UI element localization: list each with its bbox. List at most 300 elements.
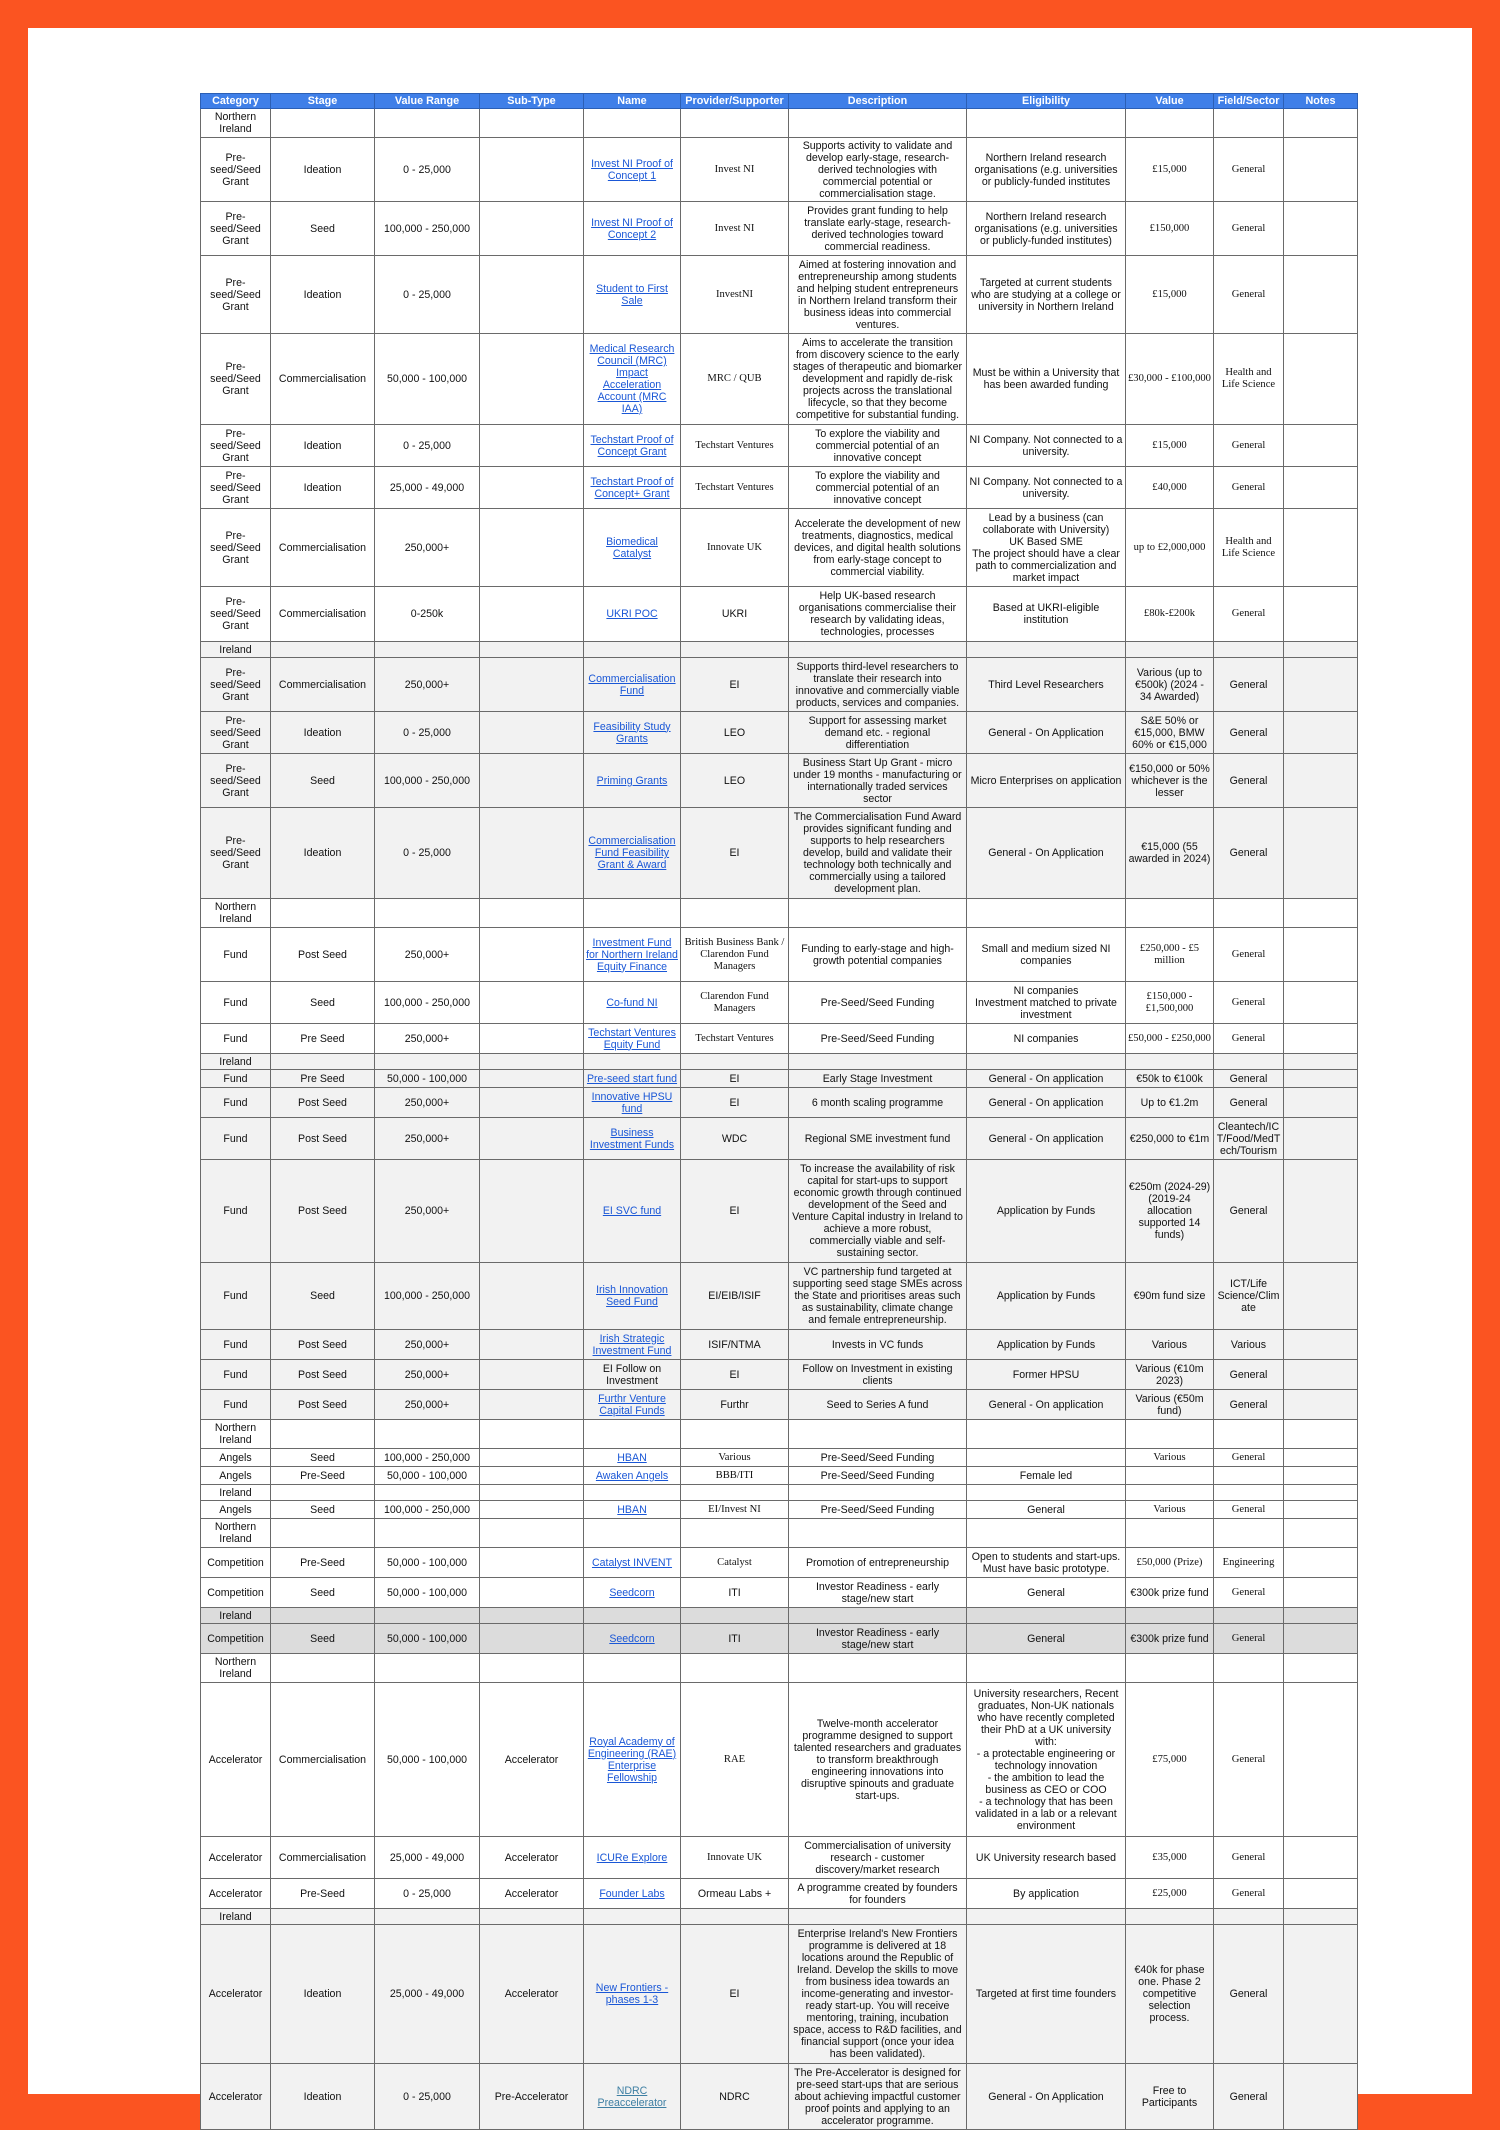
cell-eligibility: Open to students and start-ups. Must have basic prototype. (967, 1548, 1126, 1578)
cell-value: €15,000 (55 awarded in 2024) (1126, 808, 1214, 899)
cell-eligibility: Third Level Researchers (967, 658, 1126, 712)
cell-description: A programme created by founders for founders (789, 1879, 967, 1909)
cell-provider: Innovate UK (681, 1837, 789, 1879)
cell-stage: Pre Seed (271, 1024, 375, 1054)
empty-cell (1284, 1608, 1358, 1624)
program-link[interactable]: ICURe Explore (596, 1851, 668, 1864)
cell-description: Pre-Seed/Seed Funding (789, 1449, 967, 1467)
cell-value-range: 50,000 - 100,000 (375, 1578, 480, 1608)
cell-sub-type (480, 1578, 584, 1608)
cell-notes (1284, 658, 1358, 712)
cell-value: Various (1126, 1501, 1214, 1519)
empty-cell (584, 642, 681, 658)
empty-cell (271, 1519, 375, 1548)
cell-name (584, 1624, 681, 1654)
empty-cell (1126, 1654, 1214, 1683)
cell-value: £30,000 - £100,000 (1126, 334, 1214, 425)
cell-sub-type (480, 1330, 584, 1360)
cell-description: 6 month scaling programme (789, 1088, 967, 1118)
table-row (201, 1548, 1358, 1578)
cell-eligibility: Female led (967, 1467, 1126, 1485)
cell-value: Various (€50m fund) (1126, 1390, 1214, 1420)
cell-name (584, 1501, 681, 1519)
empty-cell (1284, 642, 1358, 658)
region-label: Northern Ireland (201, 1420, 271, 1449)
empty-cell (789, 1909, 967, 1925)
cell-name (584, 1024, 681, 1054)
empty-cell (1126, 642, 1214, 658)
table-row (201, 1390, 1358, 1420)
cell-name (584, 256, 681, 334)
cell-provider: EI/Invest NI (681, 1501, 789, 1519)
cell-eligibility: General - On Application (967, 2064, 1126, 2130)
cell-value-range: 250,000+ (375, 509, 480, 587)
empty-cell (375, 1519, 480, 1548)
program-link[interactable]: Commercialisation Fund (588, 672, 676, 697)
cell-eligibility: Application by Funds (967, 1263, 1126, 1330)
cell-name (584, 202, 681, 256)
cell-sub-type (480, 1390, 584, 1420)
cell-stage: Commercialisation (271, 587, 375, 642)
cell-sub-type (480, 1070, 584, 1088)
program-link[interactable]: Furthr Venture Capital Funds (598, 1392, 666, 1417)
cell-field-sector: General (1214, 1070, 1284, 1088)
cell-category: Fund (201, 1088, 271, 1118)
cell-name (584, 467, 681, 509)
cell-value-range: 50,000 - 100,000 (375, 1467, 480, 1485)
cell-category: Pre-seed/Seed Grant (201, 509, 271, 587)
cell-description: To explore the viability and commercial potential of an innovative concept (789, 425, 967, 467)
cell-name (584, 1449, 681, 1467)
cell-category: Fund (201, 1160, 271, 1263)
col-header-notes: Notes (1284, 94, 1358, 109)
cell-sub-type (480, 1624, 584, 1654)
empty-cell (1284, 1519, 1358, 1548)
cell-stage: Pre-Seed (271, 1879, 375, 1909)
cell-field-sector: General (1214, 1624, 1284, 1654)
table-row (201, 1501, 1358, 1519)
cell-sub-type (480, 138, 584, 202)
cell-category: Accelerator (201, 1879, 271, 1909)
program-link[interactable]: Investment Fund for Northern Ireland Equity Finance (586, 936, 678, 973)
cell-value: €40k for phase one. Phase 2 competitive selection process. (1126, 1925, 1214, 2064)
program-link[interactable]: Seedcorn (609, 1586, 655, 1599)
cell-description: To explore the viability and commercial potential of an innovative concept (789, 467, 967, 509)
empty-cell (1126, 1054, 1214, 1070)
cell-category: Competition (201, 1548, 271, 1578)
cell-value-range: 250,000+ (375, 1160, 480, 1263)
cell-sub-type (480, 808, 584, 899)
cell-description: Investor Readiness - early stage/new start (789, 1624, 967, 1654)
empty-cell (967, 109, 1126, 138)
cell-description: Pre-Seed/Seed Funding (789, 1467, 967, 1485)
table-row (201, 1070, 1358, 1088)
program-link[interactable]: Royal Academy of Engineering (RAE) Enterprise Fellowship (587, 1735, 677, 1784)
cell-stage: Post Seed (271, 1160, 375, 1263)
empty-cell (789, 1654, 967, 1683)
cell-name (584, 1360, 681, 1390)
region-label: Ireland (201, 1485, 271, 1501)
cell-provider: Techstart Ventures (681, 425, 789, 467)
cell-notes (1284, 1501, 1358, 1519)
empty-cell (1284, 899, 1358, 928)
cell-provider: ITI (681, 1624, 789, 1654)
cell-name (584, 658, 681, 712)
cell-field-sector: Various (1214, 1330, 1284, 1360)
cell-value: Various (1126, 1330, 1214, 1360)
table-row (201, 754, 1358, 808)
cell-field-sector: Health and Life Science (1214, 509, 1284, 587)
cell-category: Fund (201, 1118, 271, 1160)
region-label: Ireland (201, 1608, 271, 1624)
empty-cell (1214, 1485, 1284, 1501)
program-link[interactable]: Business Investment Funds (589, 1126, 675, 1151)
empty-cell (1214, 1420, 1284, 1449)
cell-eligibility: General (967, 1578, 1126, 1608)
region-row (201, 642, 1358, 658)
program-link[interactable]: UKRI POC (606, 608, 658, 620)
empty-cell (967, 1519, 1126, 1548)
empty-cell (584, 1485, 681, 1501)
empty-cell (480, 1054, 584, 1070)
cell-description: Seed to Series A fund (789, 1390, 967, 1420)
cell-category: Fund (201, 1070, 271, 1088)
cell-category: Accelerator (201, 1837, 271, 1879)
cell-stage: Ideation (271, 2064, 375, 2130)
cell-eligibility: By application (967, 1879, 1126, 1909)
cell-eligibility: NI companies (967, 1024, 1126, 1054)
empty-cell (1126, 109, 1214, 138)
cell-field-sector: General (1214, 1925, 1284, 2064)
empty-cell (584, 1054, 681, 1070)
empty-cell (1214, 1654, 1284, 1683)
empty-cell (375, 109, 480, 138)
cell-stage: Ideation (271, 256, 375, 334)
cell-provider: LEO (681, 712, 789, 754)
cell-value-range: 50,000 - 100,000 (375, 1548, 480, 1578)
cell-eligibility: Targeted at current students who are studying at a college or university in Northern Ireland (967, 256, 1126, 334)
region-label: Ireland (201, 642, 271, 658)
cell-notes (1284, 1578, 1358, 1608)
cell-field-sector: Engineering (1214, 1548, 1284, 1578)
cell-value-range: 250,000+ (375, 1024, 480, 1054)
cell-value-range: 25,000 - 49,000 (375, 1925, 480, 2064)
cell-value-range: 250,000+ (375, 1360, 480, 1390)
region-label: Ireland (201, 1054, 271, 1070)
cell-provider: Invest NI (681, 138, 789, 202)
cell-field-sector: Health and Life Science (1214, 334, 1284, 425)
program-link[interactable]: Student to First Sale (596, 282, 668, 307)
cell-name (584, 1088, 681, 1118)
cell-value: £35,000 (1126, 1837, 1214, 1879)
cell-stage: Seed (271, 1624, 375, 1654)
cell-value: €250,000 to €1m (1126, 1118, 1214, 1160)
cell-provider: ITI (681, 1578, 789, 1608)
program-link[interactable]: Techstart Ventures Equity Fund (588, 1026, 676, 1051)
cell-name (584, 509, 681, 587)
program-link[interactable]: Medical Research Council (MRC) Impact Acceleration Account (MRC IAA) (589, 343, 675, 415)
cell-notes (1284, 1925, 1358, 2064)
cell-value: €300k prize fund (1126, 1624, 1214, 1654)
empty-cell (789, 1054, 967, 1070)
empty-cell (375, 642, 480, 658)
cell-name (584, 1879, 681, 1909)
cell-notes (1284, 1360, 1358, 1390)
cell-value: up to £2,000,000 (1126, 509, 1214, 587)
cell-eligibility: NI Company. Not connected to a university. (967, 425, 1126, 467)
cell-category: Fund (201, 1330, 271, 1360)
program-link[interactable]: Feasibility Study Grants (593, 720, 671, 745)
cell-notes (1284, 808, 1358, 899)
cell-field-sector: General (1214, 1683, 1284, 1837)
cell-eligibility: Application by Funds (967, 1160, 1126, 1263)
cell-name (584, 1837, 681, 1879)
cell-provider: InvestNI (681, 256, 789, 334)
cell-field-sector: General (1214, 1088, 1284, 1118)
cell-provider: EI (681, 808, 789, 899)
cell-value-range: 50,000 - 100,000 (375, 1070, 480, 1088)
cell-description: Invests in VC funds (789, 1330, 967, 1360)
region-row (201, 109, 1358, 138)
program-link[interactable]: HBAN (617, 1503, 647, 1516)
cell-eligibility: General - On application (967, 1070, 1126, 1088)
cell-sub-type: Accelerator (480, 1837, 584, 1879)
cell-name (584, 425, 681, 467)
empty-cell (584, 109, 681, 138)
cell-field-sector: General (1214, 138, 1284, 202)
cell-value: £40,000 (1126, 467, 1214, 509)
empty-cell (789, 1485, 967, 1501)
cell-sub-type (480, 982, 584, 1024)
cell-stage: Post Seed (271, 1118, 375, 1160)
empty-cell (681, 1608, 789, 1624)
empty-cell (1214, 1054, 1284, 1070)
cell-notes (1284, 587, 1358, 642)
program-link[interactable]: EI SVC fund (602, 1205, 662, 1217)
cell-description: Help UK-based research organisations commercialise their research by validating ideas, technologies, processes (789, 587, 967, 642)
cell-category: Pre-seed/Seed Grant (201, 587, 271, 642)
program-link[interactable]: Irish Strategic Investment Fund (592, 1332, 672, 1357)
program-link[interactable]: Invest NI Proof of Concept 2 (591, 216, 673, 241)
cell-value: €250m (2024-29) (2019-24 allocation supported 14 funds) (1126, 1160, 1214, 1263)
cell-stage: Commercialisation (271, 1683, 375, 1837)
cell-stage: Post Seed (271, 928, 375, 982)
table-row (201, 1330, 1358, 1360)
table-row (201, 1160, 1358, 1263)
cell-field-sector: General (1214, 202, 1284, 256)
cell-name (584, 928, 681, 982)
empty-cell (967, 1485, 1126, 1501)
cell-provider: NDRC (681, 2064, 789, 2130)
program-link[interactable]: Invest NI Proof of Concept 1 (591, 157, 673, 182)
cell-stage: Commercialisation (271, 658, 375, 712)
cell-provider: Techstart Ventures (681, 467, 789, 509)
table-row (201, 928, 1358, 982)
empty-cell (967, 642, 1126, 658)
cell-value-range: 0 - 25,000 (375, 712, 480, 754)
program-link[interactable]: Seedcorn (609, 1632, 655, 1645)
empty-cell (271, 899, 375, 928)
col-header-name: Name (584, 94, 681, 109)
cell-sub-type: Accelerator (480, 1879, 584, 1909)
cell-description: Twelve-month accelerator programme designed to support talented researchers and graduates to transform breakthrough engineering innovations into disruptive spinouts and graduate start-ups. (789, 1683, 967, 1837)
cell-sub-type (480, 587, 584, 642)
empty-cell (681, 1909, 789, 1925)
empty-cell (681, 899, 789, 928)
col-header-sub-type: Sub-Type (480, 94, 584, 109)
cell-name (584, 1330, 681, 1360)
cell-stage: Ideation (271, 1925, 375, 2064)
program-link[interactable]: Priming Grants (596, 774, 668, 787)
cell-sub-type (480, 334, 584, 425)
cell-sub-type (480, 1467, 584, 1485)
empty-cell (375, 1054, 480, 1070)
col-header-description: Description (789, 94, 967, 109)
program-link[interactable]: Catalyst INVENT (591, 1556, 673, 1569)
cell-provider: EI (681, 658, 789, 712)
program-link[interactable]: NDRC Preaccelerator (597, 2084, 667, 2109)
cell-stage: Post Seed (271, 1390, 375, 1420)
region-label: Northern Ireland (201, 109, 271, 138)
cell-sub-type: Accelerator (480, 1683, 584, 1837)
region-row (201, 1608, 1358, 1624)
cell-description: Provides grant funding to help translate early-stage, research-derived technologies toward commercial readiness. (789, 202, 967, 256)
cell-value-range: 25,000 - 49,000 (375, 467, 480, 509)
empty-cell (1214, 642, 1284, 658)
cell-category: Fund (201, 1024, 271, 1054)
empty-cell (967, 1420, 1126, 1449)
empty-cell (480, 642, 584, 658)
table-row (201, 1088, 1358, 1118)
empty-cell (1284, 1654, 1358, 1683)
cell-provider: EI/EIB/ISIF (681, 1263, 789, 1330)
cell-description: VC partnership fund targeted at supporting seed stage SMEs across the State and prioritises areas such as sustainability, climate change and female entrepreneurship. (789, 1263, 967, 1330)
cell-provider: LEO (681, 754, 789, 808)
table-row (201, 202, 1358, 256)
cell-description: Supports third-level researchers to translate their research into innovative and commercially viable products, services and companies. (789, 658, 967, 712)
region-row (201, 1485, 1358, 1501)
program-link[interactable]: Irish Innovation Seed Fund (596, 1284, 668, 1308)
cell-name (584, 1118, 681, 1160)
cell-notes (1284, 509, 1358, 587)
cell-eligibility: Northern Ireland research organisations (e.g. universities or publicly-funded institutes) (967, 202, 1126, 256)
program-link[interactable]: Awaken Angels (595, 1469, 669, 1482)
empty-cell (1126, 1485, 1214, 1501)
cell-notes (1284, 712, 1358, 754)
cell-value: €50k to €100k (1126, 1070, 1214, 1088)
cell-sub-type: Pre-Accelerator (480, 2064, 584, 2130)
program-link[interactable]: Biomedical Catalyst (606, 535, 658, 560)
cell-notes (1284, 1467, 1358, 1485)
col-header-field-sector: Field/Sector (1214, 94, 1284, 109)
empty-cell (271, 1654, 375, 1683)
table-row (201, 1467, 1358, 1485)
cell-stage: Pre Seed (271, 1070, 375, 1088)
cell-sub-type (480, 1263, 584, 1330)
cell-provider: Catalyst (681, 1548, 789, 1578)
empty-cell (967, 1909, 1126, 1925)
cell-notes (1284, 982, 1358, 1024)
cell-notes (1284, 138, 1358, 202)
cell-sub-type: Accelerator (480, 1925, 584, 2064)
region-label: Northern Ireland (201, 899, 271, 928)
table-row (201, 334, 1358, 425)
cell-notes (1284, 928, 1358, 982)
empty-cell (967, 1054, 1126, 1070)
cell-name (584, 754, 681, 808)
table-row (201, 1263, 1358, 1330)
empty-cell (1126, 1608, 1214, 1624)
cell-value: £15,000 (1126, 425, 1214, 467)
table-row (201, 1024, 1358, 1054)
table-row (201, 982, 1358, 1024)
cell-category: Pre-seed/Seed Grant (201, 712, 271, 754)
program-link[interactable]: New Frontiers - phases 1-3 (595, 1982, 669, 2006)
program-link[interactable]: Co-fund NI (606, 996, 658, 1009)
cell-eligibility: General (967, 1624, 1126, 1654)
col-header-category: Category (201, 94, 271, 109)
header-row (201, 94, 1358, 109)
col-header-stage: Stage (271, 94, 375, 109)
empty-cell (1126, 899, 1214, 928)
cell-field-sector: ICT/Life Science/Climate (1214, 1263, 1284, 1330)
cell-notes (1284, 1548, 1358, 1578)
empty-cell (480, 1909, 584, 1925)
table-row (201, 425, 1358, 467)
cell-value-range: 0 - 25,000 (375, 138, 480, 202)
cell-eligibility: General - On application (967, 1118, 1126, 1160)
cell-value: £80k-£200k (1126, 587, 1214, 642)
program-link[interactable]: Commercialisation Fund Feasibility Grant & Award (588, 835, 676, 871)
cell-sub-type (480, 256, 584, 334)
cell-field-sector: General (1214, 467, 1284, 509)
program-link[interactable]: Pre-seed start fund (586, 1072, 678, 1085)
program-link[interactable]: Techstart Proof of Concept+ Grant (590, 475, 674, 500)
cell-category: Pre-seed/Seed Grant (201, 754, 271, 808)
cell-provider: Invest NI (681, 202, 789, 256)
cell-description: Aimed at fostering innovation and entrepreneurship among students and helping student entrepreneurs in Northern Ireland transform their business ideas into commercial ventures. (789, 256, 967, 334)
cell-category: Fund (201, 928, 271, 982)
program-link[interactable]: HBAN (617, 1451, 647, 1464)
table-row (201, 1578, 1358, 1608)
cell-stage: Ideation (271, 138, 375, 202)
cell-category: Accelerator (201, 1925, 271, 2064)
empty-cell (375, 899, 480, 928)
table-row (201, 1449, 1358, 1467)
program-link[interactable]: Founder Labs (599, 1887, 665, 1900)
cell-notes (1284, 256, 1358, 334)
cell-description: Supports activity to validate and develop early-stage, research-derived technologies with commercial potential or commercialisation stage. (789, 138, 967, 202)
empty-cell (480, 899, 584, 928)
table-row (201, 2064, 1358, 2130)
cell-name (584, 1070, 681, 1088)
cell-category: Competition (201, 1624, 271, 1654)
cell-value-range: 250,000+ (375, 1330, 480, 1360)
cell-value: Various (€10m 2023) (1126, 1360, 1214, 1390)
program-link[interactable]: Innovative HPSU fund (591, 1090, 673, 1115)
cell-category: Pre-seed/Seed Grant (201, 808, 271, 899)
empty-cell (789, 1420, 967, 1449)
region-row (201, 1054, 1358, 1070)
program-link[interactable]: Techstart Proof of Concept Grant (590, 433, 674, 458)
cell-field-sector: General (1214, 808, 1284, 899)
empty-cell (1214, 899, 1284, 928)
empty-cell (1284, 1485, 1358, 1501)
cell-description: Follow on Investment in existing clients (789, 1360, 967, 1390)
cell-provider: EI (681, 1360, 789, 1390)
empty-cell (584, 1654, 681, 1683)
cell-value: €300k prize fund (1126, 1578, 1214, 1608)
